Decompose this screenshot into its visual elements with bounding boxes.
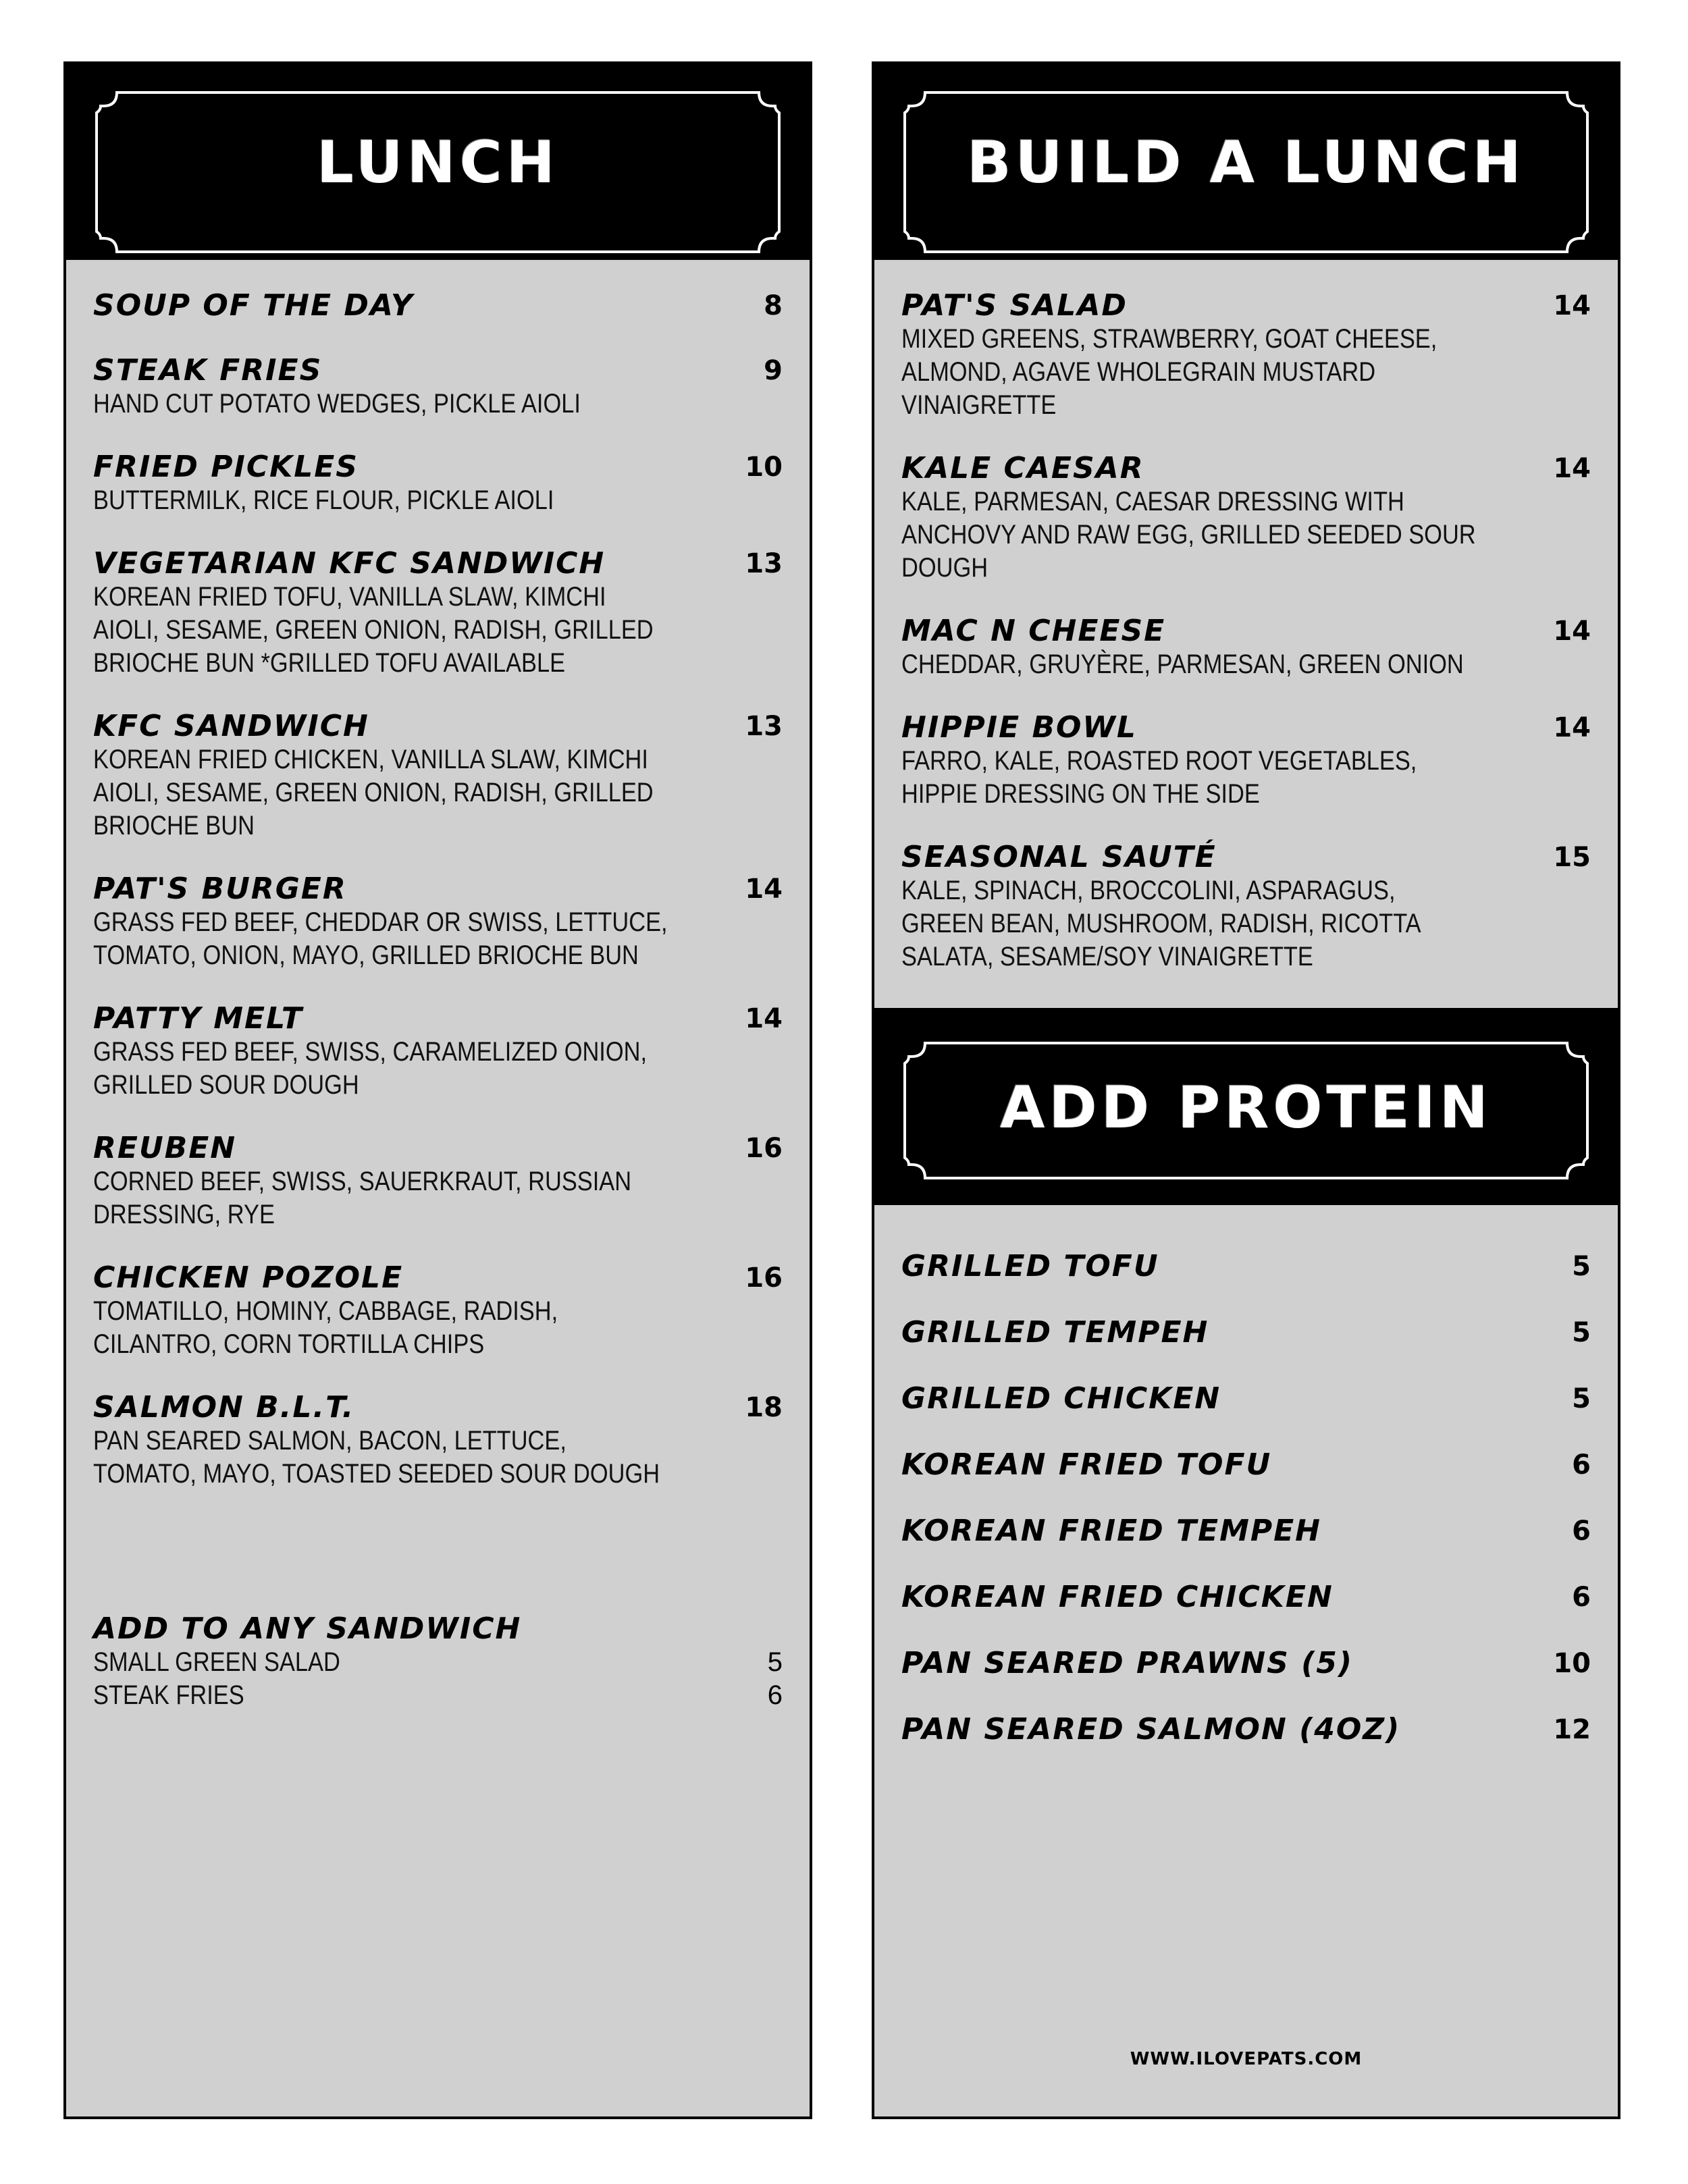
item-price: 5 xyxy=(1572,1317,1591,1348)
item-name: HIPPIE BOWL xyxy=(901,710,1137,745)
addon-label: SMALL GREEN SALAD xyxy=(93,1647,340,1677)
item-description: PAN SEARED SALMON, BACON, LETTUCE, TOMATO, MAYO, TOASTED SEEDED SOUR DOUGH xyxy=(93,1426,660,1489)
protein-header-band xyxy=(874,1008,1618,1205)
item-name: PAN SEARED SALMON (4OZ) xyxy=(901,1712,1401,1747)
item-price: 9 xyxy=(764,355,783,386)
protein-item xyxy=(901,1247,1591,1313)
item-price: 13 xyxy=(745,548,783,579)
item-name: GRILLED TOFU xyxy=(901,1249,1159,1283)
item-name: STEAK FRIES xyxy=(93,353,323,388)
menu-item xyxy=(93,1261,783,1361)
item-description: KALE, SPINACH, BROCCOLINI, ASPARAGUS, GREEN BEAN, MUSHROOM, RADISH, RICOTTA SALATA, SESAME/SOY VINAIGRETTE xyxy=(901,876,1420,971)
addon-label: STEAK FRIES xyxy=(93,1680,244,1710)
item-name: PAT'S BURGER xyxy=(93,872,347,906)
menu-item xyxy=(93,1391,783,1491)
item-price: 12 xyxy=(1553,1714,1591,1745)
item-name: SEASONAL SAUTÉ xyxy=(901,840,1217,874)
build-header-band xyxy=(874,64,1618,260)
menu-item xyxy=(93,710,783,843)
item-name: KALE CAESAR xyxy=(901,451,1144,485)
protein-item xyxy=(901,1379,1591,1445)
item-name: KFC SANDWICH xyxy=(93,709,369,743)
menu-item xyxy=(901,614,1591,681)
item-price: 18 xyxy=(745,1392,783,1423)
item-name: PAN SEARED PRAWNS (5) xyxy=(901,1646,1353,1680)
protein-title: ADD PROTEIN xyxy=(999,1074,1492,1142)
item-name: SALMON B.L.T. xyxy=(93,1390,355,1424)
lunch-panel xyxy=(63,61,812,2119)
protein-item xyxy=(901,1644,1591,1710)
build-list xyxy=(901,289,1591,1003)
item-name: GRILLED CHICKEN xyxy=(901,1381,1221,1416)
protein-item xyxy=(901,1512,1591,1578)
item-price: 14 xyxy=(745,1003,783,1034)
item-name: FRIED PICKLES xyxy=(93,450,359,484)
protein-item xyxy=(901,1313,1591,1379)
item-price: 14 xyxy=(745,874,783,905)
protein-item xyxy=(901,1445,1591,1512)
item-name: KOREAN FRIED CHICKEN xyxy=(901,1580,1334,1614)
item-price: 13 xyxy=(745,711,783,742)
item-name: GRILLED TEMPEH xyxy=(901,1315,1209,1350)
menu-item xyxy=(93,354,783,421)
protein-item xyxy=(901,1578,1591,1644)
item-price: 16 xyxy=(745,1133,783,1164)
item-description: MIXED GREENS, STRAWBERRY, GOAT CHEESE, ALMOND, AGAVE WHOLEGRAIN MUSTARD VINAIGRETTE xyxy=(901,324,1438,420)
menu-item xyxy=(901,452,1591,585)
build-title: BUILD A LUNCH xyxy=(967,129,1525,196)
lunch-list xyxy=(93,289,783,1520)
item-description: CORNED BEEF, SWISS, SAUERKRAUT, RUSSIAN DRESSING, RYE xyxy=(93,1167,632,1229)
addon-title: ADD TO ANY SANDWICH xyxy=(93,1612,522,1646)
protein-list xyxy=(901,1247,1591,1776)
lunch-header-band xyxy=(66,64,810,260)
menu-item xyxy=(93,1002,783,1102)
item-price: 16 xyxy=(745,1262,783,1294)
lunch-title: LUNCH xyxy=(317,129,559,196)
addon-price: 6 xyxy=(767,1680,783,1710)
menu-item xyxy=(93,872,783,972)
item-name: KOREAN FRIED TOFU xyxy=(901,1447,1272,1482)
item-price: 14 xyxy=(1553,712,1591,743)
item-price: 5 xyxy=(1572,1383,1591,1414)
item-name: VEGETARIAN KFC SANDWICH xyxy=(93,546,606,581)
item-price: 14 xyxy=(1553,616,1591,647)
item-price: 15 xyxy=(1553,842,1591,873)
menu-item xyxy=(901,289,1591,422)
item-name: KOREAN FRIED TEMPEH xyxy=(901,1514,1322,1548)
menu-item xyxy=(93,289,783,323)
item-description: GRASS FED BEEF, SWISS, CARAMELIZED ONION, GRILLED SOUR DOUGH xyxy=(93,1037,648,1100)
item-name: PATTY MELT xyxy=(93,1001,303,1036)
menu-item xyxy=(93,1131,783,1231)
item-description: KALE, PARMESAN, CAESAR DRESSING WITH ANCHOVY AND RAW EGG, GRILLED SEEDED SOUR DOUGH xyxy=(901,487,1476,583)
menu-item xyxy=(901,841,1591,974)
item-price: 6 xyxy=(1572,1516,1591,1547)
item-description: GRASS FED BEEF, CHEDDAR OR SWISS, LETTUCE, TOMATO, ONION, MAYO, GRILLED BRIOCHE BUN xyxy=(93,907,668,970)
item-name: PAT'S SALAD xyxy=(901,288,1128,323)
addon-price: 5 xyxy=(767,1647,783,1677)
menu-item xyxy=(93,547,783,680)
item-name: SOUP OF THE DAY xyxy=(93,288,414,323)
item-price: 10 xyxy=(1553,1648,1591,1679)
item-price: 8 xyxy=(764,290,783,321)
website-link[interactable]: WWW.ILOVEPATS.COM xyxy=(1130,2049,1363,2069)
menu-item xyxy=(901,711,1591,811)
item-price: 6 xyxy=(1572,1449,1591,1481)
item-name: MAC N CHEESE xyxy=(901,614,1166,648)
item-description: BUTTERMILK, RICE FLOUR, PICKLE AIOLI xyxy=(93,485,554,515)
item-price: 5 xyxy=(1572,1251,1591,1282)
item-description: TOMATILLO, HOMINY, CABBAGE, RADISH, CILANTRO, CORN TORTILLA CHIPS xyxy=(93,1296,558,1359)
item-name: CHICKEN POZOLE xyxy=(93,1260,404,1295)
item-description: FARRO, KALE, ROASTED ROOT VEGETABLES, HIPPIE DRESSING ON THE SIDE xyxy=(901,746,1417,809)
protein-item xyxy=(901,1710,1591,1776)
addon-item xyxy=(93,1679,783,1712)
item-description: HAND CUT POTATO WEDGES, PICKLE AIOLI xyxy=(93,389,581,419)
addon-item xyxy=(93,1646,783,1679)
item-description: CHEDDAR, GRUYÈRE, PARMESAN, GREEN ONION xyxy=(901,649,1464,679)
menu-item xyxy=(93,450,783,517)
addon-section xyxy=(93,1612,783,1712)
item-price: 10 xyxy=(745,452,783,483)
item-price: 14 xyxy=(1553,290,1591,321)
build-a-lunch-panel xyxy=(872,61,1620,2119)
item-price: 6 xyxy=(1572,1582,1591,1613)
item-price: 14 xyxy=(1553,453,1591,484)
item-description: KOREAN FRIED TOFU, VANILLA SLAW, KIMCHI AIOLI, SESAME, GREEN ONION, RADISH, GRILLED BRIOCHE BUN *GRILLED TOFU AVAILABLE xyxy=(93,582,654,678)
item-name: REUBEN xyxy=(93,1131,237,1165)
item-description: KOREAN FRIED CHICKEN, VANILLA SLAW, KIMCHI AIOLI, SESAME, GREEN ONION, RADISH, GRILLED BRIOCHE BUN xyxy=(93,745,654,841)
